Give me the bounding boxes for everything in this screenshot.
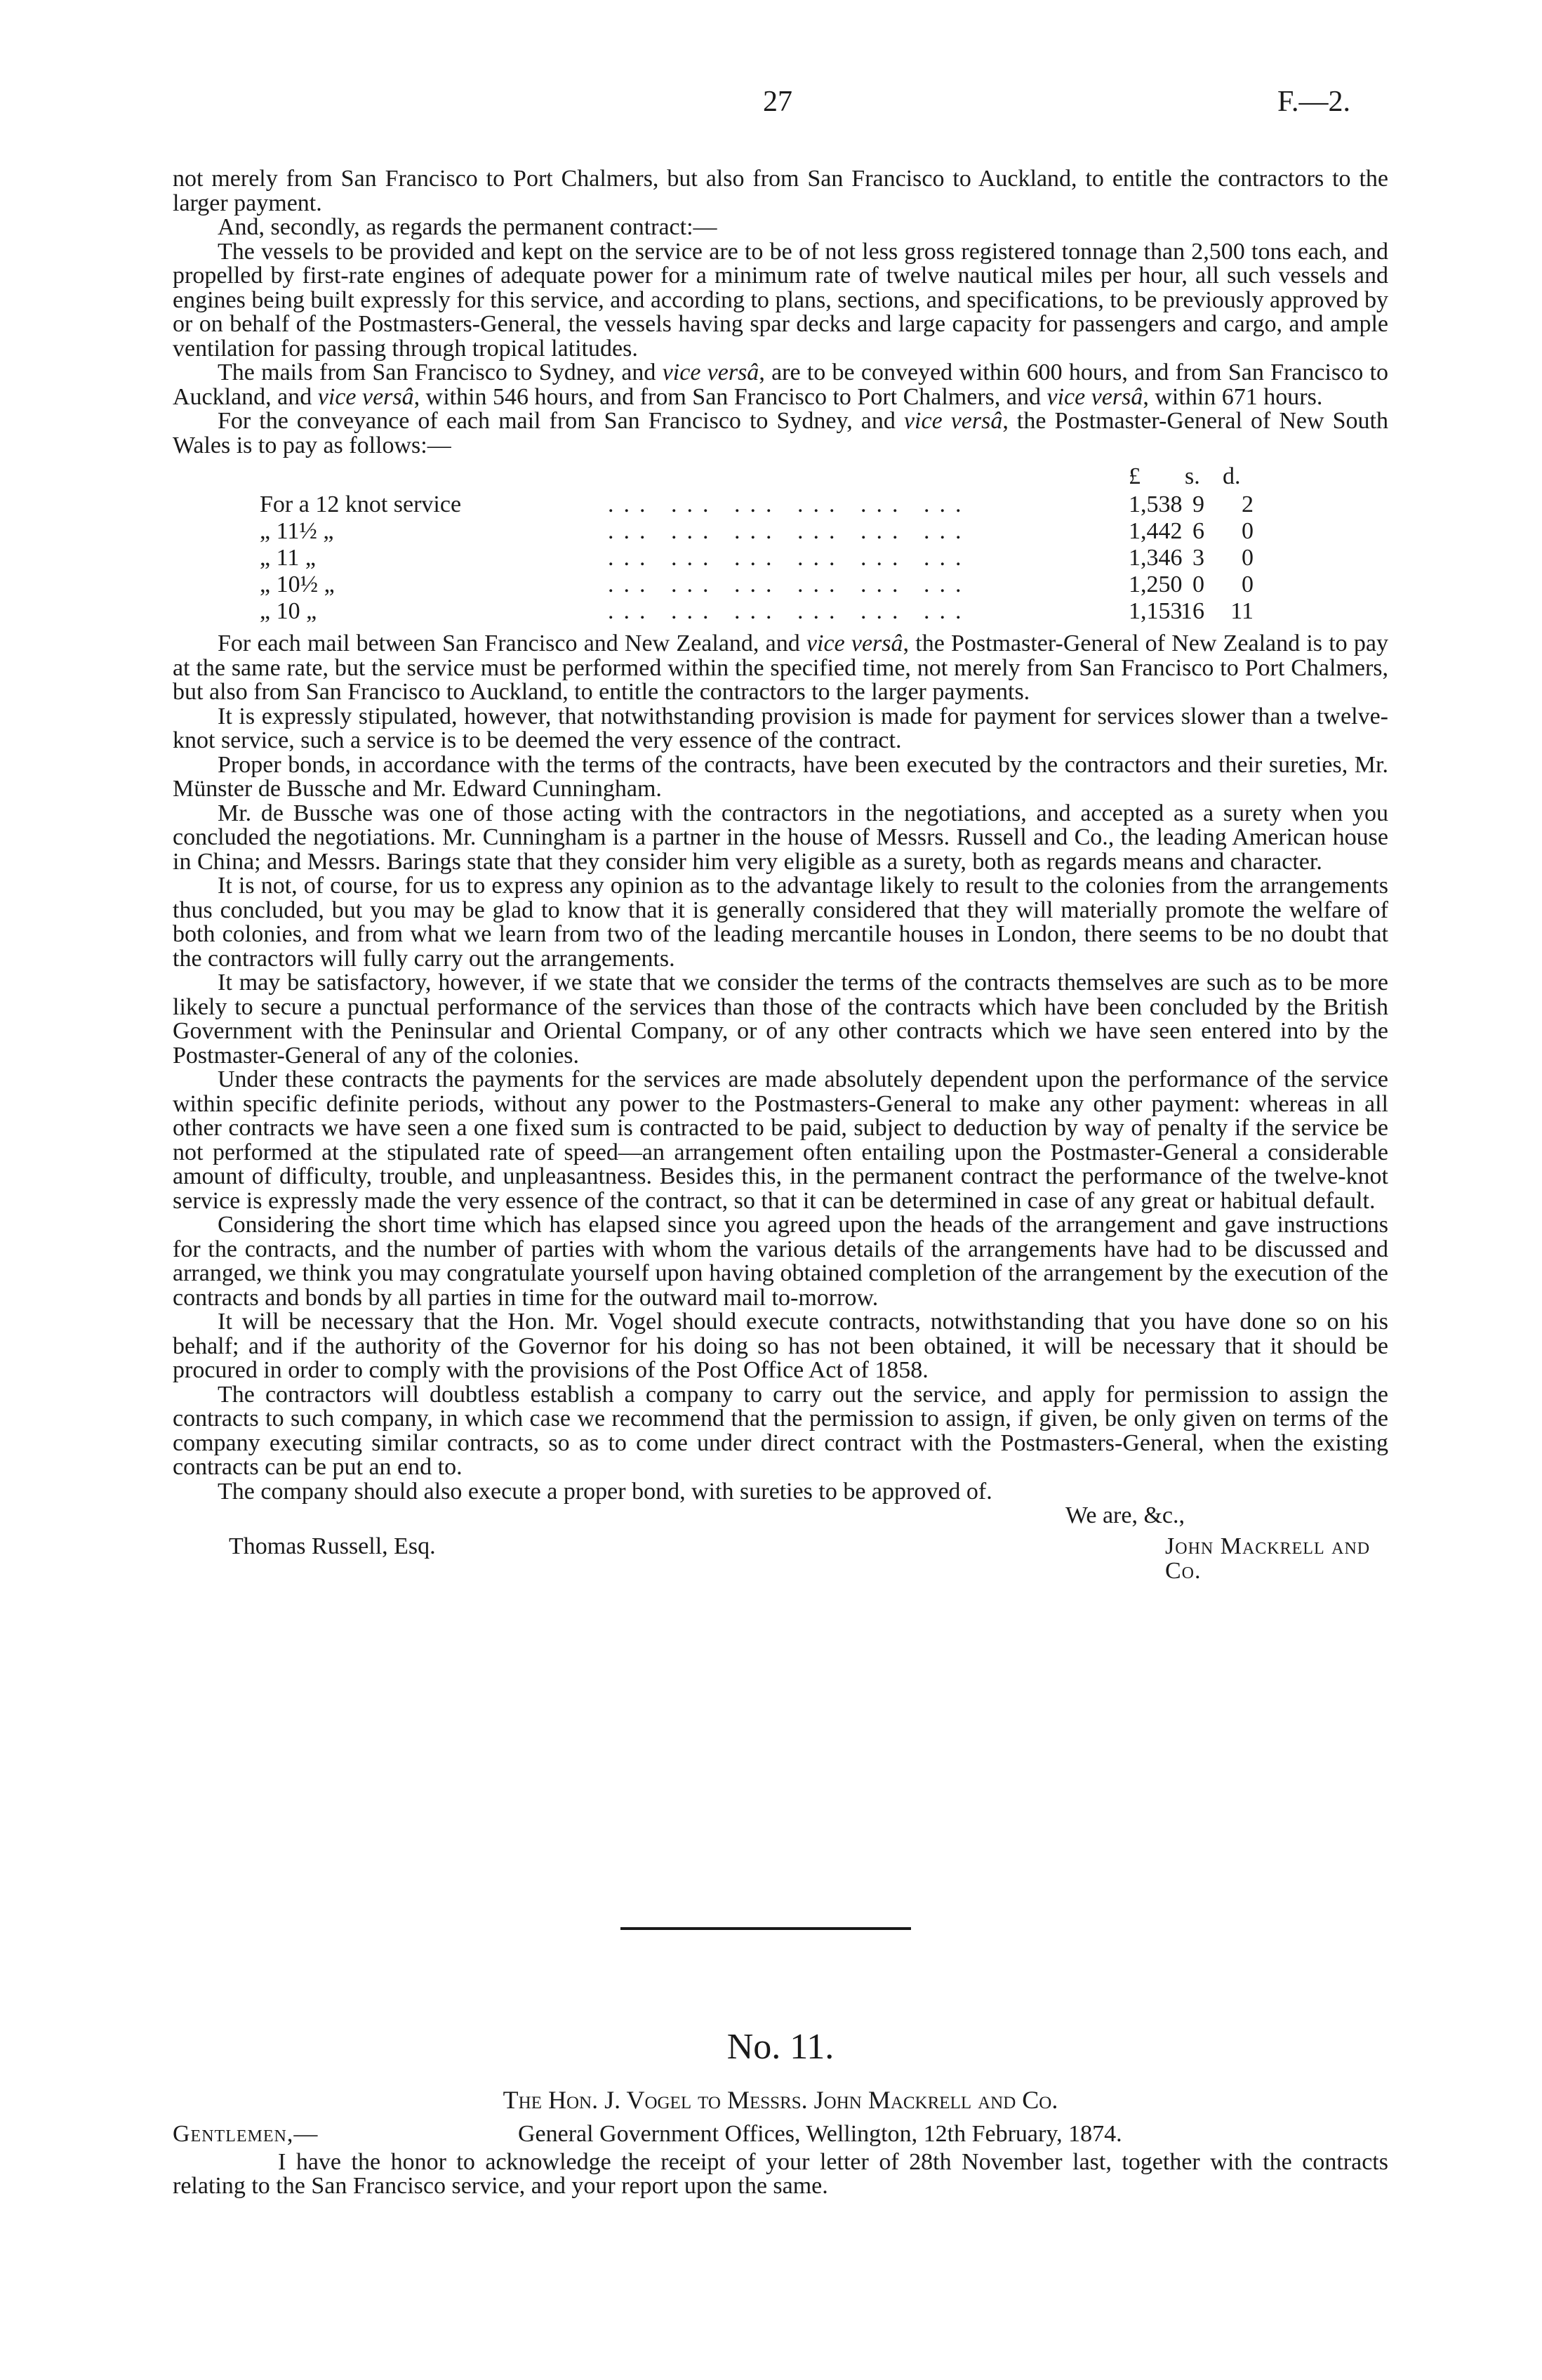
- shillings-header: s.: [1185, 463, 1200, 489]
- salutation: Gentlemen,—: [173, 2120, 319, 2147]
- shillings-value: 0: [1192, 571, 1204, 597]
- shillings-value: 6: [1192, 518, 1204, 544]
- service-label: „ 11½ „: [260, 518, 334, 544]
- pence-value: 0: [1242, 518, 1254, 544]
- paragraph: And, secondly, as regards the permanent contract:—: [218, 214, 717, 240]
- paragraph: For the conveyance of each mail from San Francisco to Sydney, and vice versâ, the Postmaster-General of New South Wales is to pay as follows:—: [173, 408, 1388, 458]
- paragraph: It is expressly stipulated, however, that notwithstanding provision is made for payment for services slower than a twelve-knot service, such a service is to be deemed the very essence of the contract.: [173, 703, 1388, 753]
- table-row: [173, 600, 1388, 625]
- paragraph: not merely from San Francisco to Port Chalmers, but also from San Francisco to Auckland, to entitle the contractors to the larger payment.: [173, 166, 1388, 216]
- table-row: [173, 546, 1388, 571]
- table-row: [173, 573, 1388, 598]
- page-number: 27: [763, 86, 792, 118]
- section-divider: [620, 1927, 911, 1930]
- shillings-value: 16: [1181, 598, 1204, 624]
- service-label: „ 10½ „: [260, 571, 335, 597]
- pounds-value: 1,250: [1129, 571, 1183, 597]
- table-row: [173, 520, 1388, 545]
- pounds-value: 1,346: [1129, 545, 1183, 571]
- signature-block: [173, 1502, 1388, 1584]
- service-label: „ 10 „: [260, 598, 317, 624]
- paragraph: It is not, of course, for us to express any opinion as to the advantage likely to result to the colonies from the arrangements thus concluded, but you may be glad to know that it is generally considered that they will materially promote the welfare of both colonies, and from what we learn from two of the leading mercantile houses in London, there seems to be no doubt that the contractors will fully carry out the arrangements.: [173, 873, 1388, 972]
- letter-number-title: No. 11.: [726, 2027, 835, 2067]
- leader-dots: ... ... ... ... ... ...: [608, 518, 971, 544]
- paper-reference: F.—2.: [1277, 86, 1350, 118]
- paragraph: Considering the short time which has elapsed since you agreed upon the heads of the arrangement and gave instructions for the contracts, and the number of parties with whom the various details of the arrangements have had to be discussed and arranged, we think you may congratulate yourself upon having obtained completion of the arrangement by the execution of the contracts and bonds by all parties in time for the outward mail to-morrow.: [173, 1212, 1388, 1311]
- table-row: [173, 493, 1388, 518]
- pounds-value: 1,538: [1129, 491, 1183, 517]
- letter-11: [173, 2026, 1388, 2199]
- pence-value: 2: [1242, 491, 1254, 517]
- pence-header: d.: [1223, 463, 1241, 489]
- paragraph: It will be necessary that the Hon. Mr. Vogel should execute contracts, notwithstanding that you have done so on his behalf; and if the authority of the Governor for his doing so has not been obtained, it will be necessary that it should be procured in order to comply with the provisions of the Post Office Act of 1858.: [173, 1309, 1388, 1383]
- letter-body: [173, 166, 1388, 1584]
- pence-value: 0: [1242, 571, 1254, 597]
- paragraph: The mails from San Francisco to Sydney, and vice versâ, are to be conveyed within 600 hours, and from San Francisco to Auckland, and vice versâ, within 546 hours, and from San Francisco to Port Chalmers, and vice versâ, within 671 hours.: [173, 359, 1388, 410]
- paragraph: The vessels to be provided and kept on the service are to be of not less gross registered tonnage than 2,500 tons each, and propelled by first-rate engines of adequate power for a minimum rate of twelve nautical miles per hour, all such vessels and engines being built expressly for this service, and according to plans, sections, and specifications, to be previously approved by or on behalf of the Postmasters-General, the vessels having spar decks and large capacity for passengers and cargo, and ample ventilation for passing through tropical latitudes.: [173, 238, 1388, 362]
- letter-11-body: I have the honor to acknowledge the receipt of your letter of 28th November last, together with the contracts relating to the San Francisco service, and your report upon the same.: [173, 2148, 1388, 2199]
- closing-line: We are, &c.,: [1065, 1502, 1185, 1528]
- pence-value: 0: [1242, 545, 1254, 571]
- leader-dots: ... ... ... ... ... ...: [608, 571, 971, 597]
- paragraph: The company should also execute a proper bond, with sureties to be approved of.: [218, 1478, 992, 1505]
- paragraph: Mr. de Bussche was one of those acting with the contractors in the negotiations, and accepted as a surety when you concluded the negotiations. Mr. Cunningham is a partner in the house of Messrs. Russell and Co., the leading American house in China; and Messrs. Barings state that they consider him very eligible as a surety, both as regards means and character.: [173, 800, 1388, 875]
- paragraph: Proper bonds, in accordance with the terms of the contracts, have been executed by the contractors and their sureties, Mr. Münster de Bussche and Mr. Edward Cunningham.: [173, 751, 1388, 802]
- salutation-line: [173, 2122, 1388, 2150]
- place-date: General Government Offices, Wellington, 12th February, 1874.: [518, 2120, 1122, 2147]
- service-label: For a 12 knot service: [260, 491, 462, 517]
- leader-dots: ... ... ... ... ... ...: [608, 545, 971, 571]
- pounds-value: 1,442: [1129, 518, 1183, 544]
- letter-subtitle: The Hon. J. Vogel to Messrs. John Mackrell and Co.: [503, 2086, 1058, 2114]
- addressee: Thomas Russell, Esq.: [229, 1533, 436, 1559]
- paragraph: It may be satisfactory, however, if we state that we consider the terms of the contracts themselves are such as to be more likely to secure a punctual performance of the services than those of the contracts which have been concluded by the British Government with the Peninsular and Oriental Company, or of any other contracts which we have seen entered into by the Postmaster-General of any of the colonies.: [173, 970, 1388, 1069]
- paragraph: For each mail between San Francisco and New Zealand, and vice versâ, the Postmaster-General of New Zealand is to pay at the same rate, but the service must be performed within the specified time, not merely from San Francisco to Port Chalmers, but also from San Francisco to Auckland, to entitle the contractors to the larger payments.: [173, 630, 1388, 705]
- payment-table-header: [173, 465, 1388, 490]
- paragraph: The contractors will doubtless establish a company to carry out the service, and apply for permission to assign the contracts to such company, in which case we recommend that the permission to assign, if given, be only given on terms of the company executing similar contracts, so as to come under direct contract with the Postmasters-General, when the existing contracts can be put an end to.: [173, 1381, 1388, 1480]
- pounds-header: £: [1129, 463, 1141, 489]
- paragraph: Under these contracts the payments for the services are made absolutely dependent upon the performance of the service within specific definite periods, without any power to the Postmasters-General to make any other payment: whereas in all other contracts we have seen a one fixed sum is contracted to be paid, subject to deduction by way of penalty if the service be not performed at the stipulated rate of speed—an arrangement often entailing upon the Postmaster-General a considerable amount of difficulty, trouble, and unpleasantness. Besides this, in the permanent contract the performance of the twelve-knot service is expressly made the very essence of the contract, so that it can be determined in case of any great or habitual default.: [173, 1066, 1388, 1214]
- payment-table: [173, 465, 1388, 630]
- page-header: [0, 86, 1542, 125]
- service-label: „ 11 „: [260, 545, 316, 571]
- pounds-value: 1,153: [1129, 598, 1183, 624]
- signatory: John Mackrell and Co.: [1165, 1533, 1371, 1584]
- shillings-value: 3: [1192, 545, 1204, 571]
- pence-value: 11: [1230, 598, 1254, 624]
- leader-dots: ... ... ... ... ... ...: [608, 491, 971, 517]
- leader-dots: ... ... ... ... ... ...: [608, 598, 971, 624]
- shillings-value: 9: [1192, 491, 1204, 517]
